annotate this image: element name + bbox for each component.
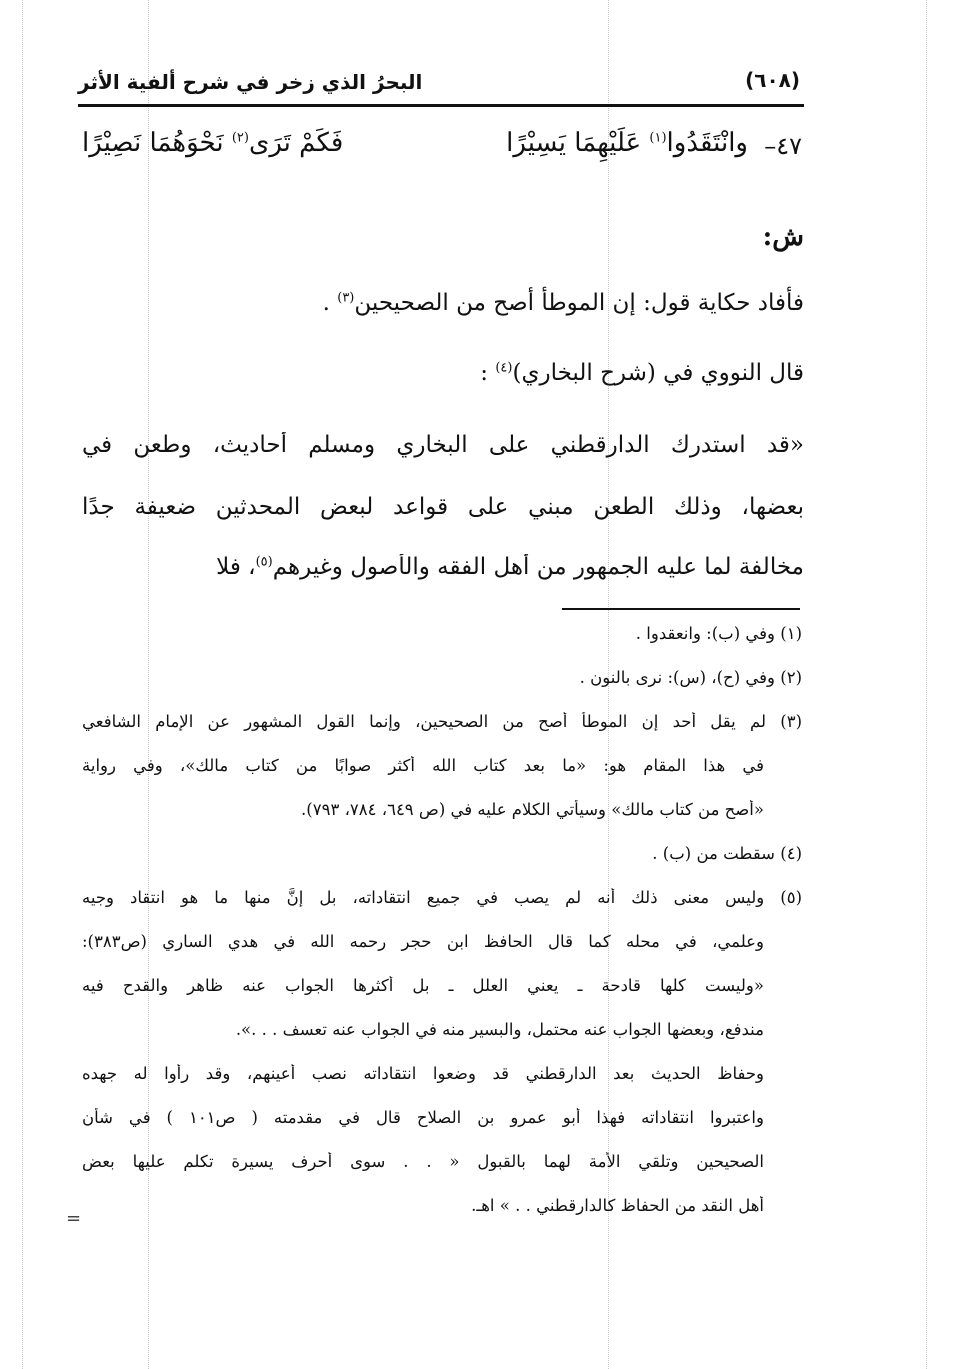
punctuation: .: [322, 290, 330, 316]
quote-text: مخالفة لما عليه الجمهور من أهل الفقه والأصول وغيرهم: [272, 554, 804, 580]
footnote-3-line: «أصح من كتاب مالك» وسيأتي الكلام عليه في (ص ٦٤٩، ٧٨٤، ٧٩٣).: [301, 800, 764, 819]
verse-word: نَحْوَهُمَا نَصِيْرًا: [82, 128, 224, 158]
footnote-5-line: مندفع، وبعضها الجواب عنه محتمل، والبسير منه في الجواب عنه تعسف . . .».: [235, 1020, 764, 1039]
verse-word: فَكَمْ تَرَى: [248, 128, 344, 158]
verse-line: [82, 128, 748, 158]
paragraph-text: فأفاد حكاية قول: إن الموطأ أصح من الصحيحين: [354, 290, 804, 316]
page-number: (٦٠٨): [745, 68, 800, 92]
running-header: [78, 62, 804, 106]
scan-artifact-line: [22, 0, 23, 1369]
footnote-5-line: (٥) وليس معنى ذلك أنه لم يصب في جميع انتقاداته، بل إنَّ منها ما هو انتقاد وجيه: [82, 888, 802, 907]
verse-number: ٤٧–: [764, 132, 802, 160]
footnote-5-line: أهل النقد من الحفاظ كالدارقطني . . » اهـ.: [471, 1196, 764, 1215]
punctuation: :: [480, 360, 489, 386]
verse-word: عَلَيْهِمَا يَسِيْرًا: [506, 128, 642, 158]
commentary-label: ش:: [762, 222, 804, 252]
footnote-3-line: (٣) لم يقل أحد إن الموطأ أصح من الصحيحين، وإنما القول المشهور عن الإمام الشافعي: [82, 712, 802, 731]
footnote-5-line: وعلمي، في محله كما قال الحافظ ابن حجر رحمه الله في هدي الساري (ص٣٨٣):: [82, 932, 764, 951]
footnote-5-line: واعتبروا انتقاداته فهذا أبو عمرو بن الصلاح قال في مقدمته ( ص١٠١ ) في شأن: [82, 1108, 764, 1127]
quote-line: بعضها، وذلك الطعن مبني على قواعد لبعض المحدثين ضعيفة جدًا: [82, 494, 804, 520]
footnote-5-line: «وليست كلها قادحة ـ يعني العلل ـ بل أكثرها الجواب عنه ظاهر والقدح فيه: [82, 976, 764, 995]
footnote-5-line: الصحيحين وتلقي الأمة لهما بالقبول « . . سوى أحرف يسيرة تكلم عليها بعض: [82, 1152, 764, 1171]
verse-hemistich-right: [506, 128, 748, 158]
footnote-3-line: في هذا المقام هو: «ما بعد كتاب الله أكثر صوابًا من كتاب مالك»، وفي رواية: [82, 756, 764, 775]
margin-mark: =: [66, 1208, 82, 1229]
footnote-ref: (٢): [231, 130, 249, 146]
footnote-2: (٢) وفي (ح)، (س): نرى بالنون .: [579, 668, 802, 687]
book-title: البحرُ الذي زخر في شرح ألفية الأثر: [78, 70, 423, 94]
verse-hemistich-left: [82, 128, 343, 158]
verse-word: وانْتَقَدُوا: [666, 128, 748, 158]
scan-artifact-line: [926, 0, 927, 1369]
commentary-paragraph: [82, 290, 804, 316]
footnote-ref: (١): [649, 130, 667, 146]
footnote-4: (٤) سقطت من (ب) .: [652, 844, 802, 863]
quote-line: [82, 554, 804, 580]
footnote-1: (١) وفي (ب): وانعقدوا .: [635, 624, 802, 643]
footnote-ref: (٣): [337, 290, 355, 306]
footnote-ref: (٥): [255, 554, 273, 570]
paragraph-text: قال النووي في (شرح البخاري): [512, 360, 804, 386]
header-rule: [78, 104, 804, 107]
footnote-ref: (٤): [495, 360, 513, 376]
footnote-separator: [562, 608, 800, 610]
quote-line: «قد استدرك الدارقطني على البخاري ومسلم أحاديث، وطعن في: [82, 432, 804, 458]
commentary-paragraph: [82, 360, 804, 386]
footnote-5-line: وحفاظ الحديث بعد الدارقطني قد وضعوا انتقاداته نصب أعينهم، وقد رأوا له جهده: [82, 1064, 764, 1083]
quote-text: ، فلا: [216, 554, 256, 580]
